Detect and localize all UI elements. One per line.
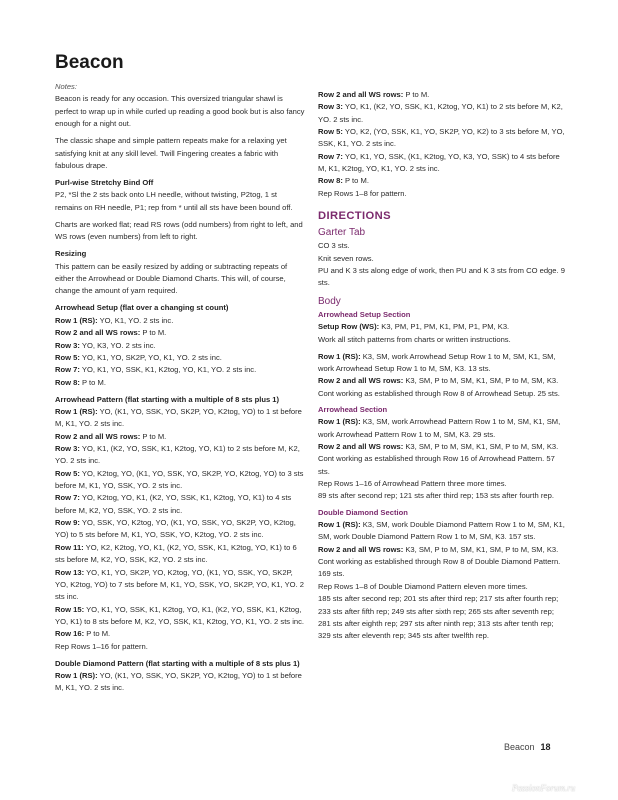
row-text: YO, K2, K2tog, YO, K1, (K2, YO, SSK, K1, K2tog, YO, K1) to 6 sts before M, K2, YO, SSK, K2, YO. 2 sts inc. [55,542,297,565]
arrowhead-setup-rows [55,315,305,389]
row-text: YO, K1, YO, SSK, K1, K2tog, YO, K1, YO. 2 sts inc. [79,365,257,375]
footer-label: Beacon [504,742,535,752]
double-diamond-rows [318,89,568,188]
dd-counts: 185 sts after second rep; 201 sts after third rep; 217 sts after fourth rep; 233 sts after fifth rep; 249 sts after sixth rep; 265 sts after seventh rep; 281 sts after eighth rep; 297 sts after ninth rep; 313 sts after tenth rep; 329 sts after eleventh rep; 345 sts after twelfth rep. [318,594,559,641]
row-label: Row 15: [55,604,85,614]
row-text: K3, SM, P to M, SM, K1, SM, P to M, SM, K3. [403,544,559,554]
as-row [318,375,568,387]
row-text: YO, K1, YO, SSK, (K1, K2tog, YO, K3, YO, SSK) to 4 sts before M, K1, K2tog, YO, K1, YO. 2 sts inc. [318,151,560,174]
row-label: Row 8: [318,176,343,186]
row-label: Row 11: [55,542,84,552]
pattern-row [55,517,305,542]
right-column [318,89,568,643]
pattern-row [55,492,305,517]
page-footer [504,742,551,752]
double-diamond-heading: Double Diamond Pattern (flat starting with a multiple of 8 sts plus 1) [55,658,300,668]
row-text: YO, K3, YO. 2 sts inc. [79,340,156,350]
row-text: K3, SM, P to M, SM, K1, SM, P to M, SM, K3. [403,376,559,386]
setup-row [318,321,568,333]
ar-row [318,416,568,441]
arrowhead-pattern-heading: Arrowhead Pattern (flat starting with a multiple of 8 sts plus 1) [55,394,280,404]
row-label: Row 13: [55,567,85,577]
row-label: Row 5: [55,468,80,478]
row-label: Row 3: [55,340,80,350]
diamond-row [318,175,568,187]
row-text: K3, SM, work Arrowhead Pattern Row 1 to M, SM, K1, SM, work Arrowhead Pattern Row 1 to M, SM, K3. 29 sts. [318,417,561,439]
row-text: YO, (K1, YO, SSK, YO, SK2P, YO, K2tog, YO) to 1 st before M, K1, YO. 2 sts inc. [55,407,302,429]
row-label: Row 2 and all WS rows: [318,90,404,99]
pattern-row [55,431,305,443]
body-heading: Body [318,295,341,307]
pattern-row [55,567,305,604]
row-label: Setup Row (WS): [318,322,380,332]
pattern-row [55,443,305,468]
dd-continue: Cont working as established through Row 8 of Double Diamond Pattern. 169 sts. [318,557,561,579]
row-label: Row 1 (RS): [55,315,98,325]
row-label: Row 2 and all WS rows: [318,376,404,386]
pattern-row [55,604,305,629]
row-label: Row 1 (RS): [55,671,98,681]
directions-heading: DIRECTIONS [318,210,391,223]
setup-row [55,377,305,389]
diamond-row [318,126,568,151]
intro-paragraph-2: The classic shape and simple pattern repeats make for a relaxing yet satisfying knit at any skill level. Twill Fingering creates a fabric with fabulous drape. [55,136,287,170]
left-column [55,81,305,695]
watermark: PassionForum.ru [512,783,576,793]
intro-paragraph-1: Beacon is ready for any occasion. This oversized triangular shawl is perfect to wrap up in while curled up reading a good book but is also fancy enough for a night out. [55,94,305,129]
row-label: Row 1 (RS): [55,407,98,417]
row-text: YO, K1, YO, SK2P, YO, K1, YO. 2 sts inc. [79,352,222,362]
dd-repeat: Rep Rows 1–8 of Double Diamond Pattern eleven more times. [318,581,528,591]
row-label: Row 7: [55,493,80,503]
pattern-row [55,542,305,567]
row-text: YO, K1, YO, SSK, K1, K2tog, YO, K1, (K2, YO, SSK, K1, K2tog, YO, K1) to 8 sts before M, K2, YO, SSK, K1, K2tog, YO, K1, YO. 2 sts inc. [55,604,305,626]
row-label: Row 7: [55,365,80,375]
diamond-row [55,670,305,695]
garter-tab-heading: Garter Tab [318,227,366,239]
setup-row [55,327,305,339]
row-text: YO, K2, (YO, SSK, K1, YO, SK2P, YO, K2) to 3 sts before M, YO, SSK, K1, YO. 2 sts inc. [318,127,565,149]
as-continue: Cont working as established through Row 8 of Arrowhead Setup. 25 sts. [318,388,560,398]
ar-counts: 89 sts after second rep; 121 sts after third rep; 153 sts after fourth rep. [318,491,554,501]
diamond-row [318,89,568,101]
row-text: YO, K1, YO. 2 sts inc. [97,315,174,325]
dd-row [318,519,568,544]
as-row [318,351,568,376]
row-text: YO, K1, YO, SK2P, YO, K2tog, YO, (K1, YO, SSK, YO, SK2P, YO, K2tog, YO) to 7 sts before M, K1, YO, SSK, YO, SK2P, YO, K1, YO. 2 sts inc. [55,567,305,602]
row-label: Row 16: [55,629,85,639]
notes-label: Notes: [55,82,77,91]
resizing-heading: Resizing [55,249,87,259]
row-label: Row 2 and all WS rows: [318,442,404,452]
arrowhead-setup-section-heading: Arrowhead Setup Section [318,309,411,319]
row-text: K3, SM, P to M, SM, K1, SM, P to M, SM, K3. [403,442,559,452]
ar-repeat: Rep Rows 1–16 of Arrowhead Pattern three more times. [318,479,507,489]
garter-line: Knit seven rows. [318,253,374,263]
row-label: Row 1 (RS): [318,520,361,530]
page-number: 18 [540,742,551,752]
row-label: Row 2 and all WS rows: [55,431,141,441]
diamond-row [318,151,568,176]
setup-row [55,364,305,376]
page-title: Beacon [55,52,124,73]
row-text: P to M. [140,431,167,441]
arrowhead-pattern-repeat: Rep Rows 1–16 for pattern. [55,641,148,651]
setup-row [55,352,305,364]
row-label: Row 5: [318,127,343,137]
garter-line: PU and K 3 sts along edge of work, then PU and K 3 sts from CO edge. 9 sts. [318,266,565,288]
row-text: P to M. [342,176,369,186]
row-text: P to M. [403,90,430,99]
charts-text: Charts are worked flat; read RS rows (odd numbers) from right to left, and WS rows (even numbers) from left to right. [55,219,303,242]
row-text: YO, (K1, YO, SSK, YO, SK2P, YO, K2tog, YO) to 1 st before M, K1, YO. 2 sts inc. [55,671,302,693]
ar-row [318,441,568,453]
row-label: Row 9: [55,518,80,528]
diamond-row [318,101,568,126]
row-label: Row 2 and all WS rows: [55,328,141,338]
row-label: Row 3: [55,444,80,454]
row-text: P to M. [140,328,167,338]
pattern-row [55,468,305,493]
bindoff-heading: Purl-wise Stretchy Bind Off [55,178,154,187]
row-text: K3, PM, P1, PM, K1, PM, P1, PM, K3. [379,322,510,332]
row-text: K3, SM, work Arrowhead Setup Row 1 to M, SM, K1, SM, work Arrowhead Setup Row 1 to M, SM, K3. 13 sts. [318,351,556,373]
row-label: Row 2 and all WS rows: [318,544,404,554]
pattern-row [55,406,305,431]
row-text: P to M. [79,377,106,387]
row-text: YO, K1, (K2, YO, SSK, K1, K2tog, YO, K1) to 2 sts before M, K2, YO. 2 sts inc. [318,102,563,124]
row-text: K3, SM, work Double Diamond Pattern Row 1 to M, SM, K1, SM, work Double Diamond Pattern Row 1 to M, SM, K3. 157 sts. [318,520,565,542]
garter-line: CO 3 sts. [318,241,350,251]
row-text: P to M. [84,629,111,639]
setup-row [55,315,305,327]
row-label: Row 7: [318,151,343,161]
row-text: YO, K2tog, YO, K1, (K2, YO, SSK, K1, K2tog, YO, K1) to 4 sts before M, K2, YO, SSK, YO. 2 sts inc. [55,493,292,515]
pattern-row [55,628,305,640]
double-diamond-section-heading: Double Diamond Section [318,507,408,517]
row-text: YO, K1, (K2, YO, SSK, K1, K2tog, YO, K1) to 2 sts before M, K2, YO. 2 sts inc. [55,444,300,466]
double-diamond-repeat: Rep Rows 1–8 for pattern. [318,188,407,198]
row-text: YO, K2tog, YO, (K1, YO, SSK, YO, SK2P, YO, K2tog, YO) to 3 sts before M, K1, YO, SSK, YO. 2 sts inc. [55,468,304,491]
arrowhead-section-heading: Arrowhead Section [318,405,388,415]
row-label: Row 8: [55,377,80,387]
row-label: Row 1 (RS): [318,417,361,427]
dd-row [318,544,568,556]
row-label: Row 1 (RS): [318,351,361,361]
ar-continue: Cont working as established through Row 16 of Arrowhead Pattern. 57 sts. [318,454,555,476]
row-text: YO, SSK, YO, K2tog, YO, (K1, YO, SSK, YO, SK2P, YO, K2tog, YO) to 5 sts before M, K1, YO, SSK, YO, K2tog, YO. 2 sts inc. [55,518,296,540]
row-label: Row 3: [318,102,343,112]
resizing-text: This pattern can be easily resized by adding or subtracting repeats of either the Arrowhead or Double Diamond Charts. This will, of course, change the amount of yarn required. [55,261,288,296]
arrowhead-setup-heading: Arrowhead Setup (flat over a changing st count) [55,303,229,313]
bindoff-text: P2, *Sl the 2 sts back onto LH needle, without twisting, P2tog, 1 st remains on RH needle, P1; rep from * until all sts have been bound off. [55,190,293,212]
setup-note: Work all stitch patterns from charts or written instructions. [318,334,511,344]
row-label: Row 5: [55,352,80,362]
arrowhead-pattern-rows [55,406,305,641]
setup-row [55,340,305,352]
